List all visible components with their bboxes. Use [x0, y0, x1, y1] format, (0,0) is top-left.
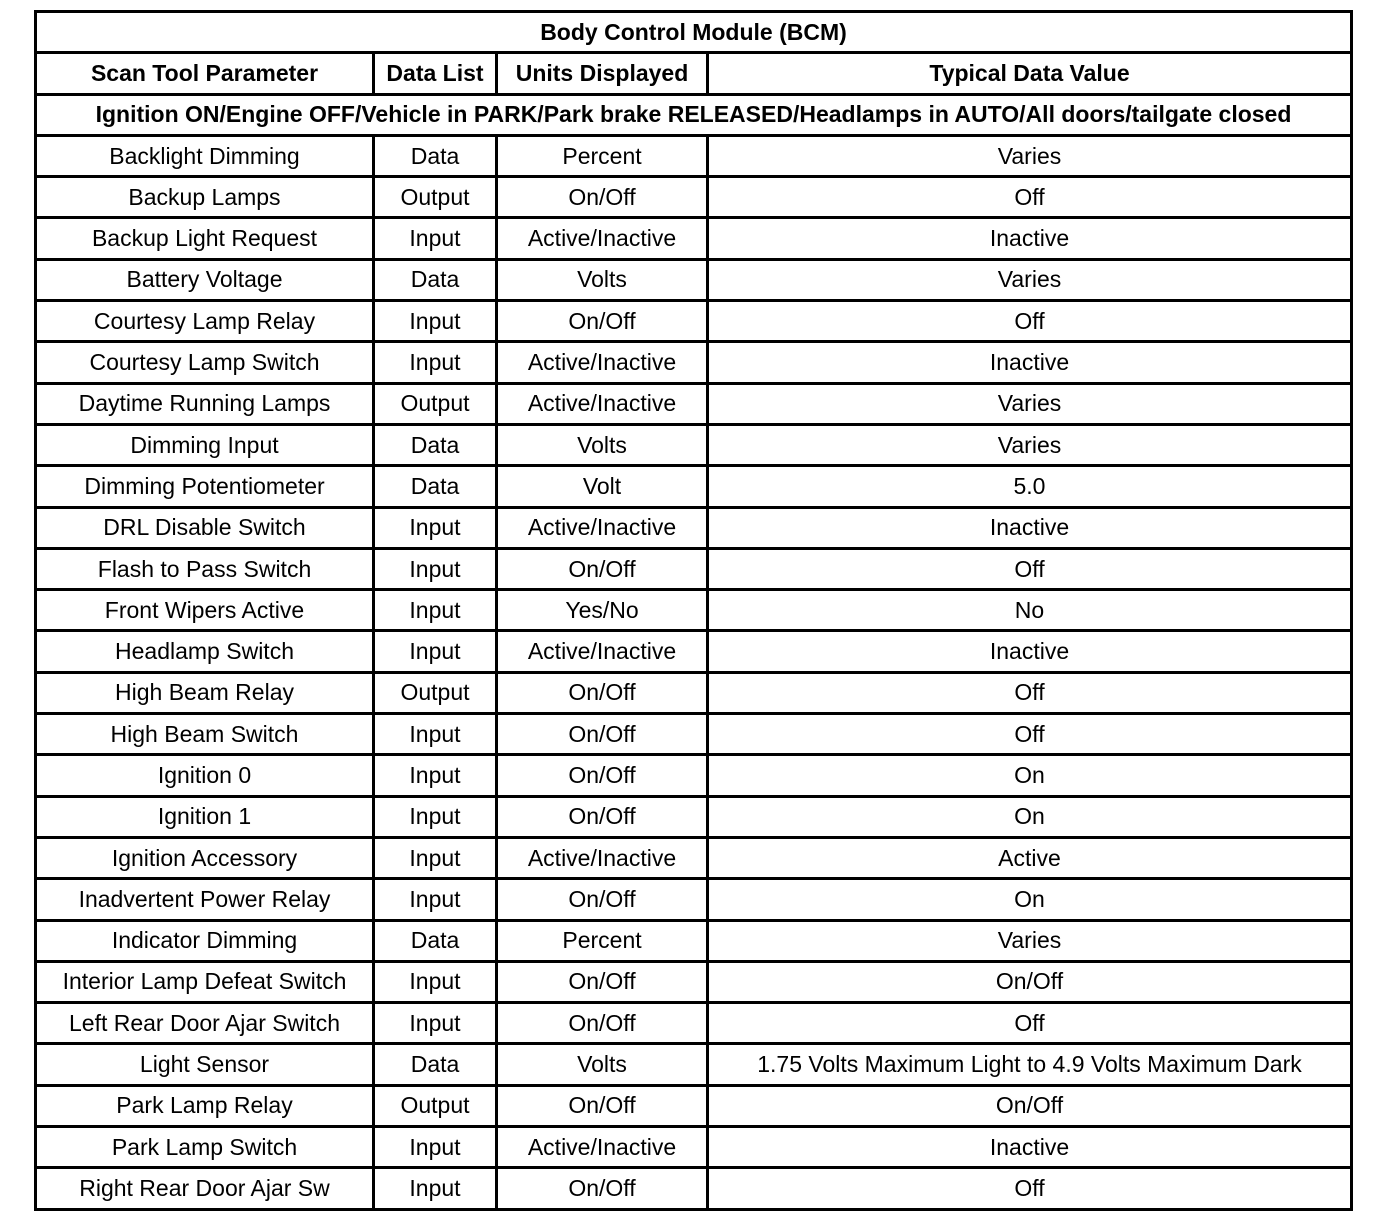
cell-units-displayed: Active/Inactive — [497, 342, 708, 383]
cell-data-list: Data — [374, 424, 497, 465]
table-row — [36, 672, 1352, 713]
table-row — [36, 837, 1352, 878]
cell-typical-data-value: Off — [708, 1168, 1352, 1209]
header-typical-data-value: Typical Data Value — [708, 53, 1352, 94]
table-row — [36, 1127, 1352, 1168]
cell-scan-tool-parameter: Park Lamp Switch — [36, 1127, 374, 1168]
cell-data-list: Input — [374, 218, 497, 259]
cell-scan-tool-parameter: Front Wipers Active — [36, 590, 374, 631]
cell-units-displayed: On/Off — [497, 548, 708, 589]
table-row — [36, 342, 1352, 383]
cell-data-list: Input — [374, 342, 497, 383]
cell-scan-tool-parameter: Right Rear Door Ajar Sw — [36, 1168, 374, 1209]
cell-typical-data-value: Off — [708, 548, 1352, 589]
cell-typical-data-value: On/Off — [708, 961, 1352, 1002]
cell-scan-tool-parameter: Backup Lamps — [36, 177, 374, 218]
cell-scan-tool-parameter: Daytime Running Lamps — [36, 383, 374, 424]
cell-data-list: Output — [374, 177, 497, 218]
cell-typical-data-value: Inactive — [708, 1127, 1352, 1168]
table-row — [36, 920, 1352, 961]
table-row — [36, 879, 1352, 920]
table-row — [36, 177, 1352, 218]
cell-typical-data-value: Inactive — [708, 507, 1352, 548]
cell-typical-data-value: Off — [708, 672, 1352, 713]
cell-typical-data-value: On/Off — [708, 1085, 1352, 1126]
cell-data-list: Input — [374, 631, 497, 672]
cell-typical-data-value: Off — [708, 177, 1352, 218]
cell-units-displayed: Active/Inactive — [497, 507, 708, 548]
cell-units-displayed: Active/Inactive — [497, 383, 708, 424]
cell-data-list: Data — [374, 466, 497, 507]
cell-typical-data-value: Off — [708, 1003, 1352, 1044]
cell-units-displayed: On/Off — [497, 879, 708, 920]
table-row — [36, 714, 1352, 755]
cell-units-displayed: On/Off — [497, 755, 708, 796]
cell-scan-tool-parameter: Flash to Pass Switch — [36, 548, 374, 589]
cell-data-list: Input — [374, 1127, 497, 1168]
table-row — [36, 1003, 1352, 1044]
cell-scan-tool-parameter: Dimming Potentiometer — [36, 466, 374, 507]
cell-typical-data-value: Varies — [708, 424, 1352, 465]
cell-scan-tool-parameter: Park Lamp Relay — [36, 1085, 374, 1126]
cell-data-list: Output — [374, 672, 497, 713]
table-row — [36, 466, 1352, 507]
cell-units-displayed: Volts — [497, 424, 708, 465]
table-row — [36, 548, 1352, 589]
cell-data-list: Input — [374, 1168, 497, 1209]
cell-typical-data-value: On — [708, 796, 1352, 837]
bcm-data-table — [34, 10, 1353, 1211]
cell-scan-tool-parameter: Courtesy Lamp Relay — [36, 301, 374, 342]
cell-typical-data-value: On — [708, 879, 1352, 920]
cell-data-list: Input — [374, 590, 497, 631]
header-units-displayed: Units Displayed — [497, 53, 708, 94]
cell-data-list: Input — [374, 755, 497, 796]
table-row — [36, 1044, 1352, 1085]
table-row — [36, 135, 1352, 176]
cell-units-displayed: Active/Inactive — [497, 837, 708, 878]
cell-data-list: Input — [374, 301, 497, 342]
cell-scan-tool-parameter: Inadvertent Power Relay — [36, 879, 374, 920]
table-row — [36, 424, 1352, 465]
cell-data-list: Data — [374, 259, 497, 300]
cell-scan-tool-parameter: Courtesy Lamp Switch — [36, 342, 374, 383]
header-row — [36, 53, 1352, 94]
table-row — [36, 590, 1352, 631]
table-row — [36, 259, 1352, 300]
cell-data-list: Input — [374, 507, 497, 548]
cell-units-displayed: Active/Inactive — [497, 1127, 708, 1168]
cell-scan-tool-parameter: Battery Voltage — [36, 259, 374, 300]
cell-data-list: Input — [374, 1003, 497, 1044]
cell-units-displayed: Percent — [497, 920, 708, 961]
table-row — [36, 631, 1352, 672]
cell-typical-data-value: Off — [708, 714, 1352, 755]
table-body — [36, 12, 1352, 1210]
cell-scan-tool-parameter: Headlamp Switch — [36, 631, 374, 672]
cell-scan-tool-parameter: Light Sensor — [36, 1044, 374, 1085]
header-scan-tool-parameter: Scan Tool Parameter — [36, 53, 374, 94]
table-row — [36, 301, 1352, 342]
cell-units-displayed: On/Off — [497, 961, 708, 1002]
cell-data-list: Data — [374, 1044, 497, 1085]
table-title: Body Control Module (BCM) — [36, 12, 1352, 53]
cell-scan-tool-parameter: Indicator Dimming — [36, 920, 374, 961]
cell-scan-tool-parameter: Interior Lamp Defeat Switch — [36, 961, 374, 1002]
cell-typical-data-value: Inactive — [708, 342, 1352, 383]
condition-row — [36, 94, 1352, 135]
cell-units-displayed: Active/Inactive — [497, 631, 708, 672]
cell-units-displayed: Volts — [497, 259, 708, 300]
header-data-list: Data List — [374, 53, 497, 94]
cell-typical-data-value: Inactive — [708, 631, 1352, 672]
cell-scan-tool-parameter: Ignition 0 — [36, 755, 374, 796]
table-row — [36, 507, 1352, 548]
cell-typical-data-value: Varies — [708, 920, 1352, 961]
cell-data-list: Input — [374, 714, 497, 755]
cell-scan-tool-parameter: Left Rear Door Ajar Switch — [36, 1003, 374, 1044]
cell-units-displayed: Yes/No — [497, 590, 708, 631]
cell-scan-tool-parameter: High Beam Switch — [36, 714, 374, 755]
cell-typical-data-value: Off — [708, 301, 1352, 342]
cell-units-displayed: On/Off — [497, 301, 708, 342]
cell-typical-data-value: On — [708, 755, 1352, 796]
cell-units-displayed: Volts — [497, 1044, 708, 1085]
cell-data-list: Data — [374, 135, 497, 176]
cell-data-list: Input — [374, 796, 497, 837]
cell-scan-tool-parameter: Backlight Dimming — [36, 135, 374, 176]
cell-units-displayed: On/Off — [497, 714, 708, 755]
cell-units-displayed: On/Off — [497, 1168, 708, 1209]
cell-typical-data-value: 1.75 Volts Maximum Light to 4.9 Volts Maximum Dark — [708, 1044, 1352, 1085]
cell-data-list: Output — [374, 1085, 497, 1126]
cell-typical-data-value: 5.0 — [708, 466, 1352, 507]
cell-data-list: Data — [374, 920, 497, 961]
cell-scan-tool-parameter: Ignition 1 — [36, 796, 374, 837]
table-row — [36, 383, 1352, 424]
cell-scan-tool-parameter: DRL Disable Switch — [36, 507, 374, 548]
table-row — [36, 1168, 1352, 1209]
table-row — [36, 1085, 1352, 1126]
cell-typical-data-value: Varies — [708, 259, 1352, 300]
table-row — [36, 796, 1352, 837]
cell-units-displayed: On/Off — [497, 1085, 708, 1126]
cell-units-displayed: Active/Inactive — [497, 218, 708, 259]
cell-typical-data-value: Active — [708, 837, 1352, 878]
cell-data-list: Input — [374, 548, 497, 589]
table-row — [36, 218, 1352, 259]
cell-units-displayed: Percent — [497, 135, 708, 176]
cell-units-displayed: On/Off — [497, 177, 708, 218]
cell-units-displayed: On/Off — [497, 672, 708, 713]
cell-scan-tool-parameter: Ignition Accessory — [36, 837, 374, 878]
cell-scan-tool-parameter: Backup Light Request — [36, 218, 374, 259]
cell-data-list: Output — [374, 383, 497, 424]
title-row — [36, 12, 1352, 53]
cell-units-displayed: On/Off — [497, 796, 708, 837]
cell-units-displayed: On/Off — [497, 1003, 708, 1044]
cell-scan-tool-parameter: High Beam Relay — [36, 672, 374, 713]
table-row — [36, 961, 1352, 1002]
cell-scan-tool-parameter: Dimming Input — [36, 424, 374, 465]
cell-data-list: Input — [374, 837, 497, 878]
operating-condition: Ignition ON/Engine OFF/Vehicle in PARK/Park brake RELEASED/Headlamps in AUTO/All doors/tailgate closed — [36, 94, 1352, 135]
cell-typical-data-value: No — [708, 590, 1352, 631]
cell-data-list: Input — [374, 961, 497, 1002]
table-row — [36, 755, 1352, 796]
cell-units-displayed: Volt — [497, 466, 708, 507]
cell-typical-data-value: Inactive — [708, 218, 1352, 259]
cell-typical-data-value: Varies — [708, 383, 1352, 424]
cell-data-list: Input — [374, 879, 497, 920]
cell-typical-data-value: Varies — [708, 135, 1352, 176]
